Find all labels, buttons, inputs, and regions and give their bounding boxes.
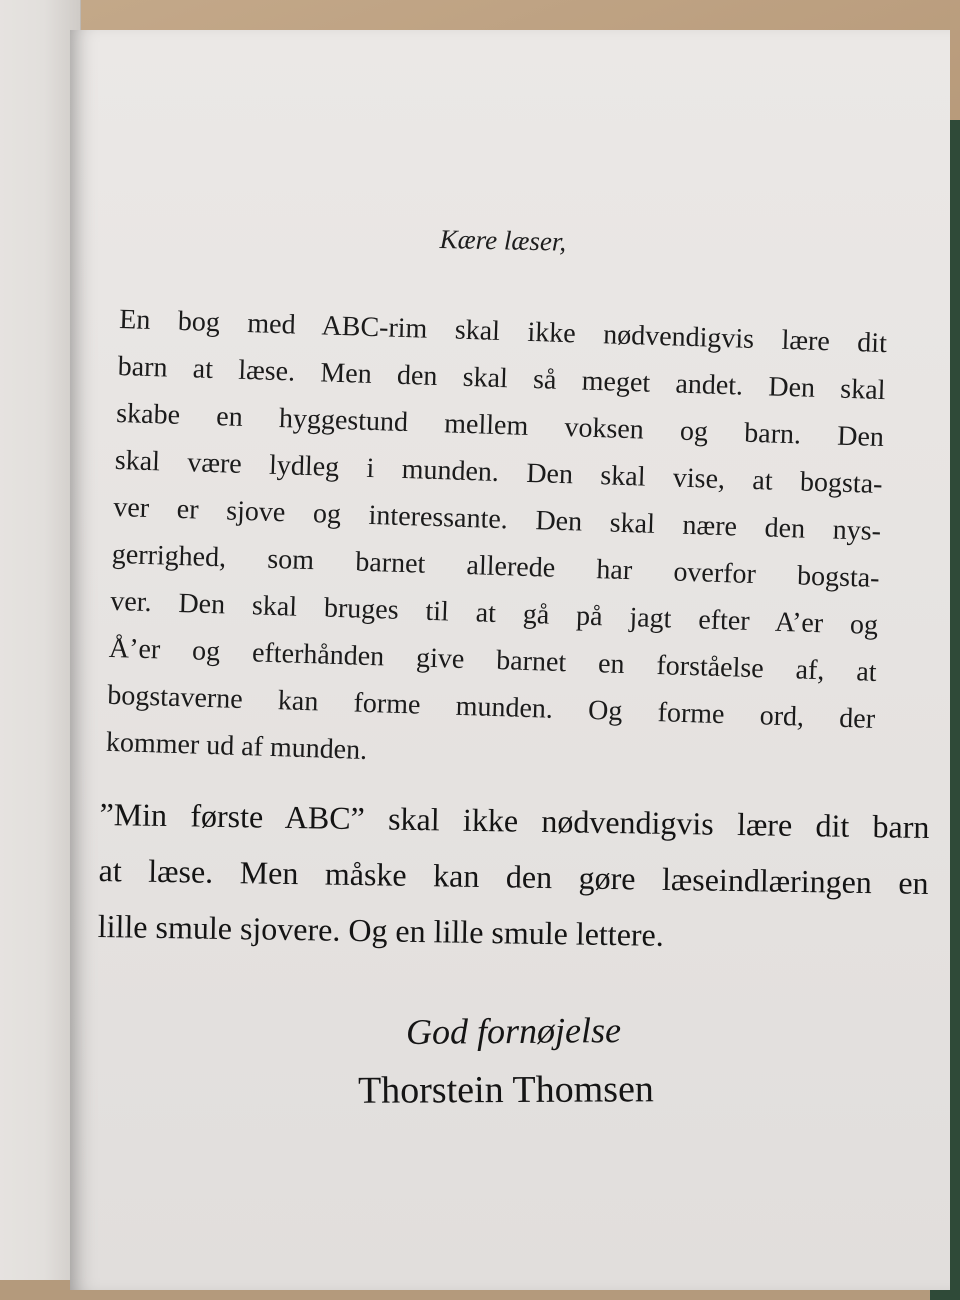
paragraph-line: skal være lydleg i munden. Den skal vise, at bogsta- [114,444,883,501]
paragraph-line: barn at læse. Men den skal så meget andet. Den skal [117,350,886,407]
letter-paragraph-2 [97,786,930,967]
paragraph-line: ”Min første ABC” skal ikke nødvendigvis lære dit barn [99,795,930,846]
left-page-edge [0,0,81,1280]
paragraph-line: kommer ud af munden. [105,726,368,766]
letter-author: Thorstein Thomsen [357,1068,654,1112]
paragraph-line: ver er sjove og interessante. Den skal nære den nys- [112,491,882,548]
paragraph-line: at læse. Men måske kan den gøre læseindlæringen en [98,851,929,902]
paragraph-line: skabe en hyggestund mellem voksen og barn. Den [115,397,885,454]
paragraph-line: En bog med ABC-rim skal ikke nødvendigvis lære dit [118,303,888,360]
letter-greeting: Kære læser, [439,224,567,257]
paragraph-line: ver. Den skal bruges til at gå på jagt efter A’er og [109,585,879,641]
letter-paragraph-1 [105,296,887,790]
letter-signoff: God fornøjelse [405,1010,622,1052]
paragraph-line: Å’er og efterhånden give barnet en forståelse af, at [108,632,878,688]
paragraph-line: lille smule sjovere. Og en lille smule lettere. [97,907,665,953]
paragraph-line: bogstaverne kan forme munden. Og forme ord, der [106,679,876,735]
paragraph-line: gerrighed, som barnet allerede har overfor bogsta- [111,538,880,594]
